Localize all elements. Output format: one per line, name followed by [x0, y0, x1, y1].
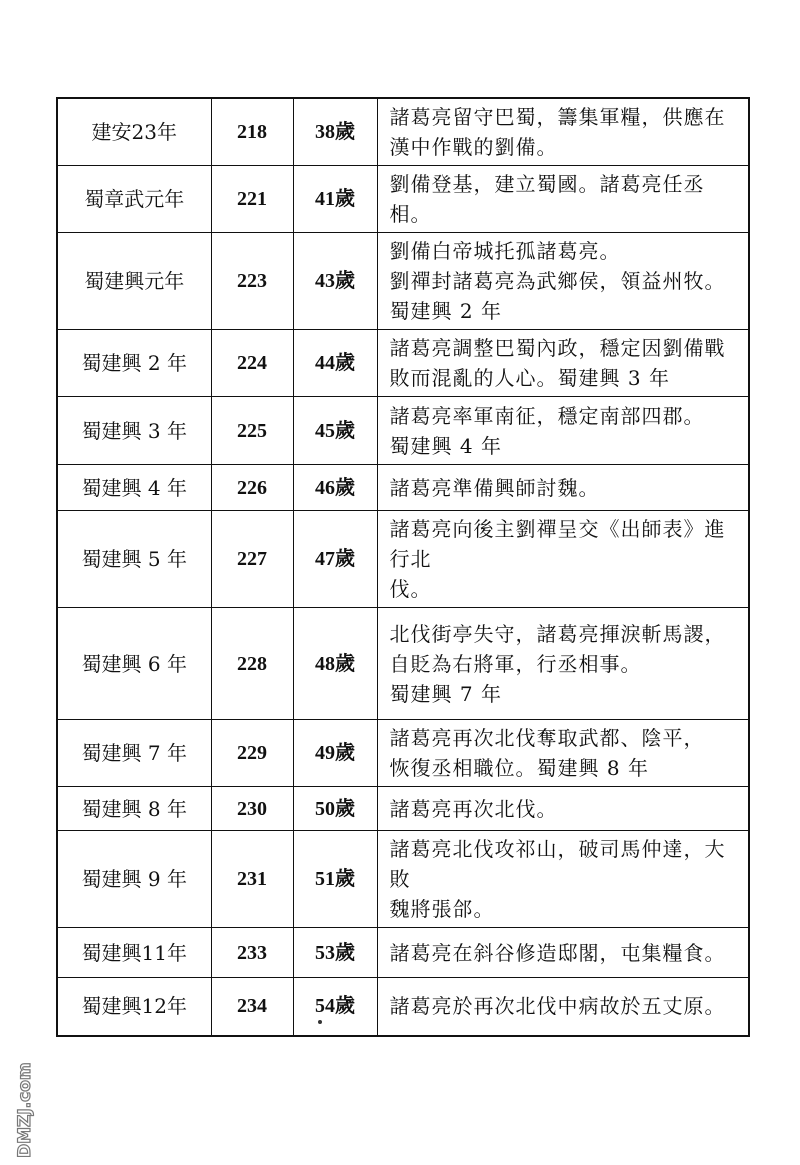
era-cell: 建安23年 — [57, 98, 211, 166]
event-cell — [377, 397, 749, 465]
era-cell: 蜀建興12年 — [57, 978, 211, 1036]
era-cell: 蜀建興 6 年 — [57, 608, 211, 720]
era-cell: 蜀建興 7 年 — [57, 720, 211, 787]
event-line: 北伐街亭失守，諸葛亮揮淚斬馬謖， — [389, 621, 726, 646]
event-line: 漢中作戰的劉備。 — [389, 135, 558, 159]
year-cell: 224 — [211, 330, 293, 397]
age-cell: 53歲 — [293, 928, 377, 978]
table-row — [57, 465, 749, 511]
age-cell: 49歲 — [293, 720, 377, 787]
age-cell: 54歲 — [293, 978, 377, 1036]
event-line: 諸葛亮留守巴蜀，籌集軍糧，供應在 — [389, 105, 726, 129]
table-row — [57, 831, 749, 928]
age-cell: 51歲 — [293, 831, 377, 928]
year-cell: 227 — [211, 511, 293, 608]
age-cell: 46歲 — [293, 465, 377, 511]
event-cell — [377, 465, 749, 511]
event-line: 伐。 — [389, 577, 432, 601]
event-line: 恢復丞相職位。蜀建興 8 年 — [389, 756, 649, 780]
year-cell: 228 — [211, 608, 293, 720]
event-line: 劉備白帝城托孤諸葛亮。 — [389, 239, 621, 263]
table-row — [57, 166, 749, 233]
event-cell — [377, 233, 749, 330]
event-line: 自貶為右將軍，行丞相事。 — [389, 651, 642, 676]
year-cell: 233 — [211, 928, 293, 978]
era-cell: 蜀章武元年 — [57, 166, 211, 233]
timeline-body — [57, 98, 749, 1036]
table-row — [57, 397, 749, 465]
event-cell — [377, 330, 749, 397]
event-cell — [377, 720, 749, 787]
table-row — [57, 720, 749, 787]
year-cell: 229 — [211, 720, 293, 787]
table-row — [57, 928, 749, 978]
event-cell — [377, 928, 749, 978]
event-line: 諸葛亮調整巴蜀內政，穩定因劉備戰 — [389, 336, 726, 360]
table-row — [57, 608, 749, 720]
table-row — [57, 978, 749, 1036]
event-line: 諸葛亮向後主劉禪呈交《出師表》進行北 — [389, 517, 726, 571]
event-cell — [377, 608, 749, 720]
event-line: 敗而混亂的人心。蜀建興 3 年 — [389, 366, 670, 390]
event-line: 諸葛亮北伐攻祁山，破司馬仲達，大敗 — [389, 837, 726, 891]
age-cell: 48歲 — [293, 608, 377, 720]
event-cell — [377, 98, 749, 166]
year-cell: 223 — [211, 233, 293, 330]
event-line: 諸葛亮率軍南征，穩定南部四郡。 — [389, 403, 705, 428]
year-cell: 221 — [211, 166, 293, 233]
event-cell — [377, 166, 749, 233]
event-line: 劉禪封諸葛亮為武鄉侯，領益州牧。 — [389, 269, 726, 293]
table-row — [57, 511, 749, 608]
table-row — [57, 98, 749, 166]
table-row — [57, 787, 749, 831]
event-cell — [377, 511, 749, 608]
era-cell: 蜀建興 9 年 — [57, 831, 211, 928]
age-cell: 45歲 — [293, 397, 377, 465]
year-cell: 218 — [211, 98, 293, 166]
age-cell: 43歲 — [293, 233, 377, 330]
year-cell: 225 — [211, 397, 293, 465]
era-cell: 蜀建興 8 年 — [57, 787, 211, 831]
age-cell: 38歲 — [293, 98, 377, 166]
event-line: 劉備登基，建立蜀國。諸葛亮任丞相。 — [389, 172, 705, 226]
table-row — [57, 330, 749, 397]
age-cell: 41歲 — [293, 166, 377, 233]
era-cell: 蜀建興元年 — [57, 233, 211, 330]
event-cell — [377, 978, 749, 1036]
event-line: 諸葛亮準備興師討魏。 — [389, 475, 600, 500]
year-cell: 230 — [211, 787, 293, 831]
timeline-table — [56, 97, 750, 1037]
event-line: 蜀建興 2 年 — [389, 299, 502, 323]
table-row — [57, 233, 749, 330]
era-cell: 蜀建興 5 年 — [57, 511, 211, 608]
event-cell — [377, 831, 749, 928]
event-line: 諸葛亮在斜谷修造邸閣，屯集糧食。 — [389, 940, 726, 965]
site-watermark-logo — [8, 1050, 36, 1160]
age-cell: 50歲 — [293, 787, 377, 831]
svg-text:DMZJ.com: DMZJ.com — [15, 1062, 35, 1158]
event-line: 蜀建興 7 年 — [389, 681, 502, 706]
year-cell: 226 — [211, 465, 293, 511]
era-cell: 蜀建興 2 年 — [57, 330, 211, 397]
event-cell — [377, 787, 749, 831]
year-cell: 231 — [211, 831, 293, 928]
stray-dot — [318, 1020, 322, 1024]
event-line: 諸葛亮於再次北伐中病故於五丈原。 — [389, 994, 726, 1019]
year-cell: 234 — [211, 978, 293, 1036]
age-cell: 44歲 — [293, 330, 377, 397]
era-cell: 蜀建興 4 年 — [57, 465, 211, 511]
age-cell: 47歲 — [293, 511, 377, 608]
era-cell: 蜀建興 3 年 — [57, 397, 211, 465]
event-line: 諸葛亮再次北伐。 — [389, 796, 558, 821]
event-line: 蜀建興 4 年 — [389, 433, 502, 458]
event-line: 諸葛亮再次北伐奪取武都、陰平， — [389, 726, 705, 750]
era-cell: 蜀建興11年 — [57, 928, 211, 978]
event-line: 魏將張郃。 — [389, 897, 495, 921]
